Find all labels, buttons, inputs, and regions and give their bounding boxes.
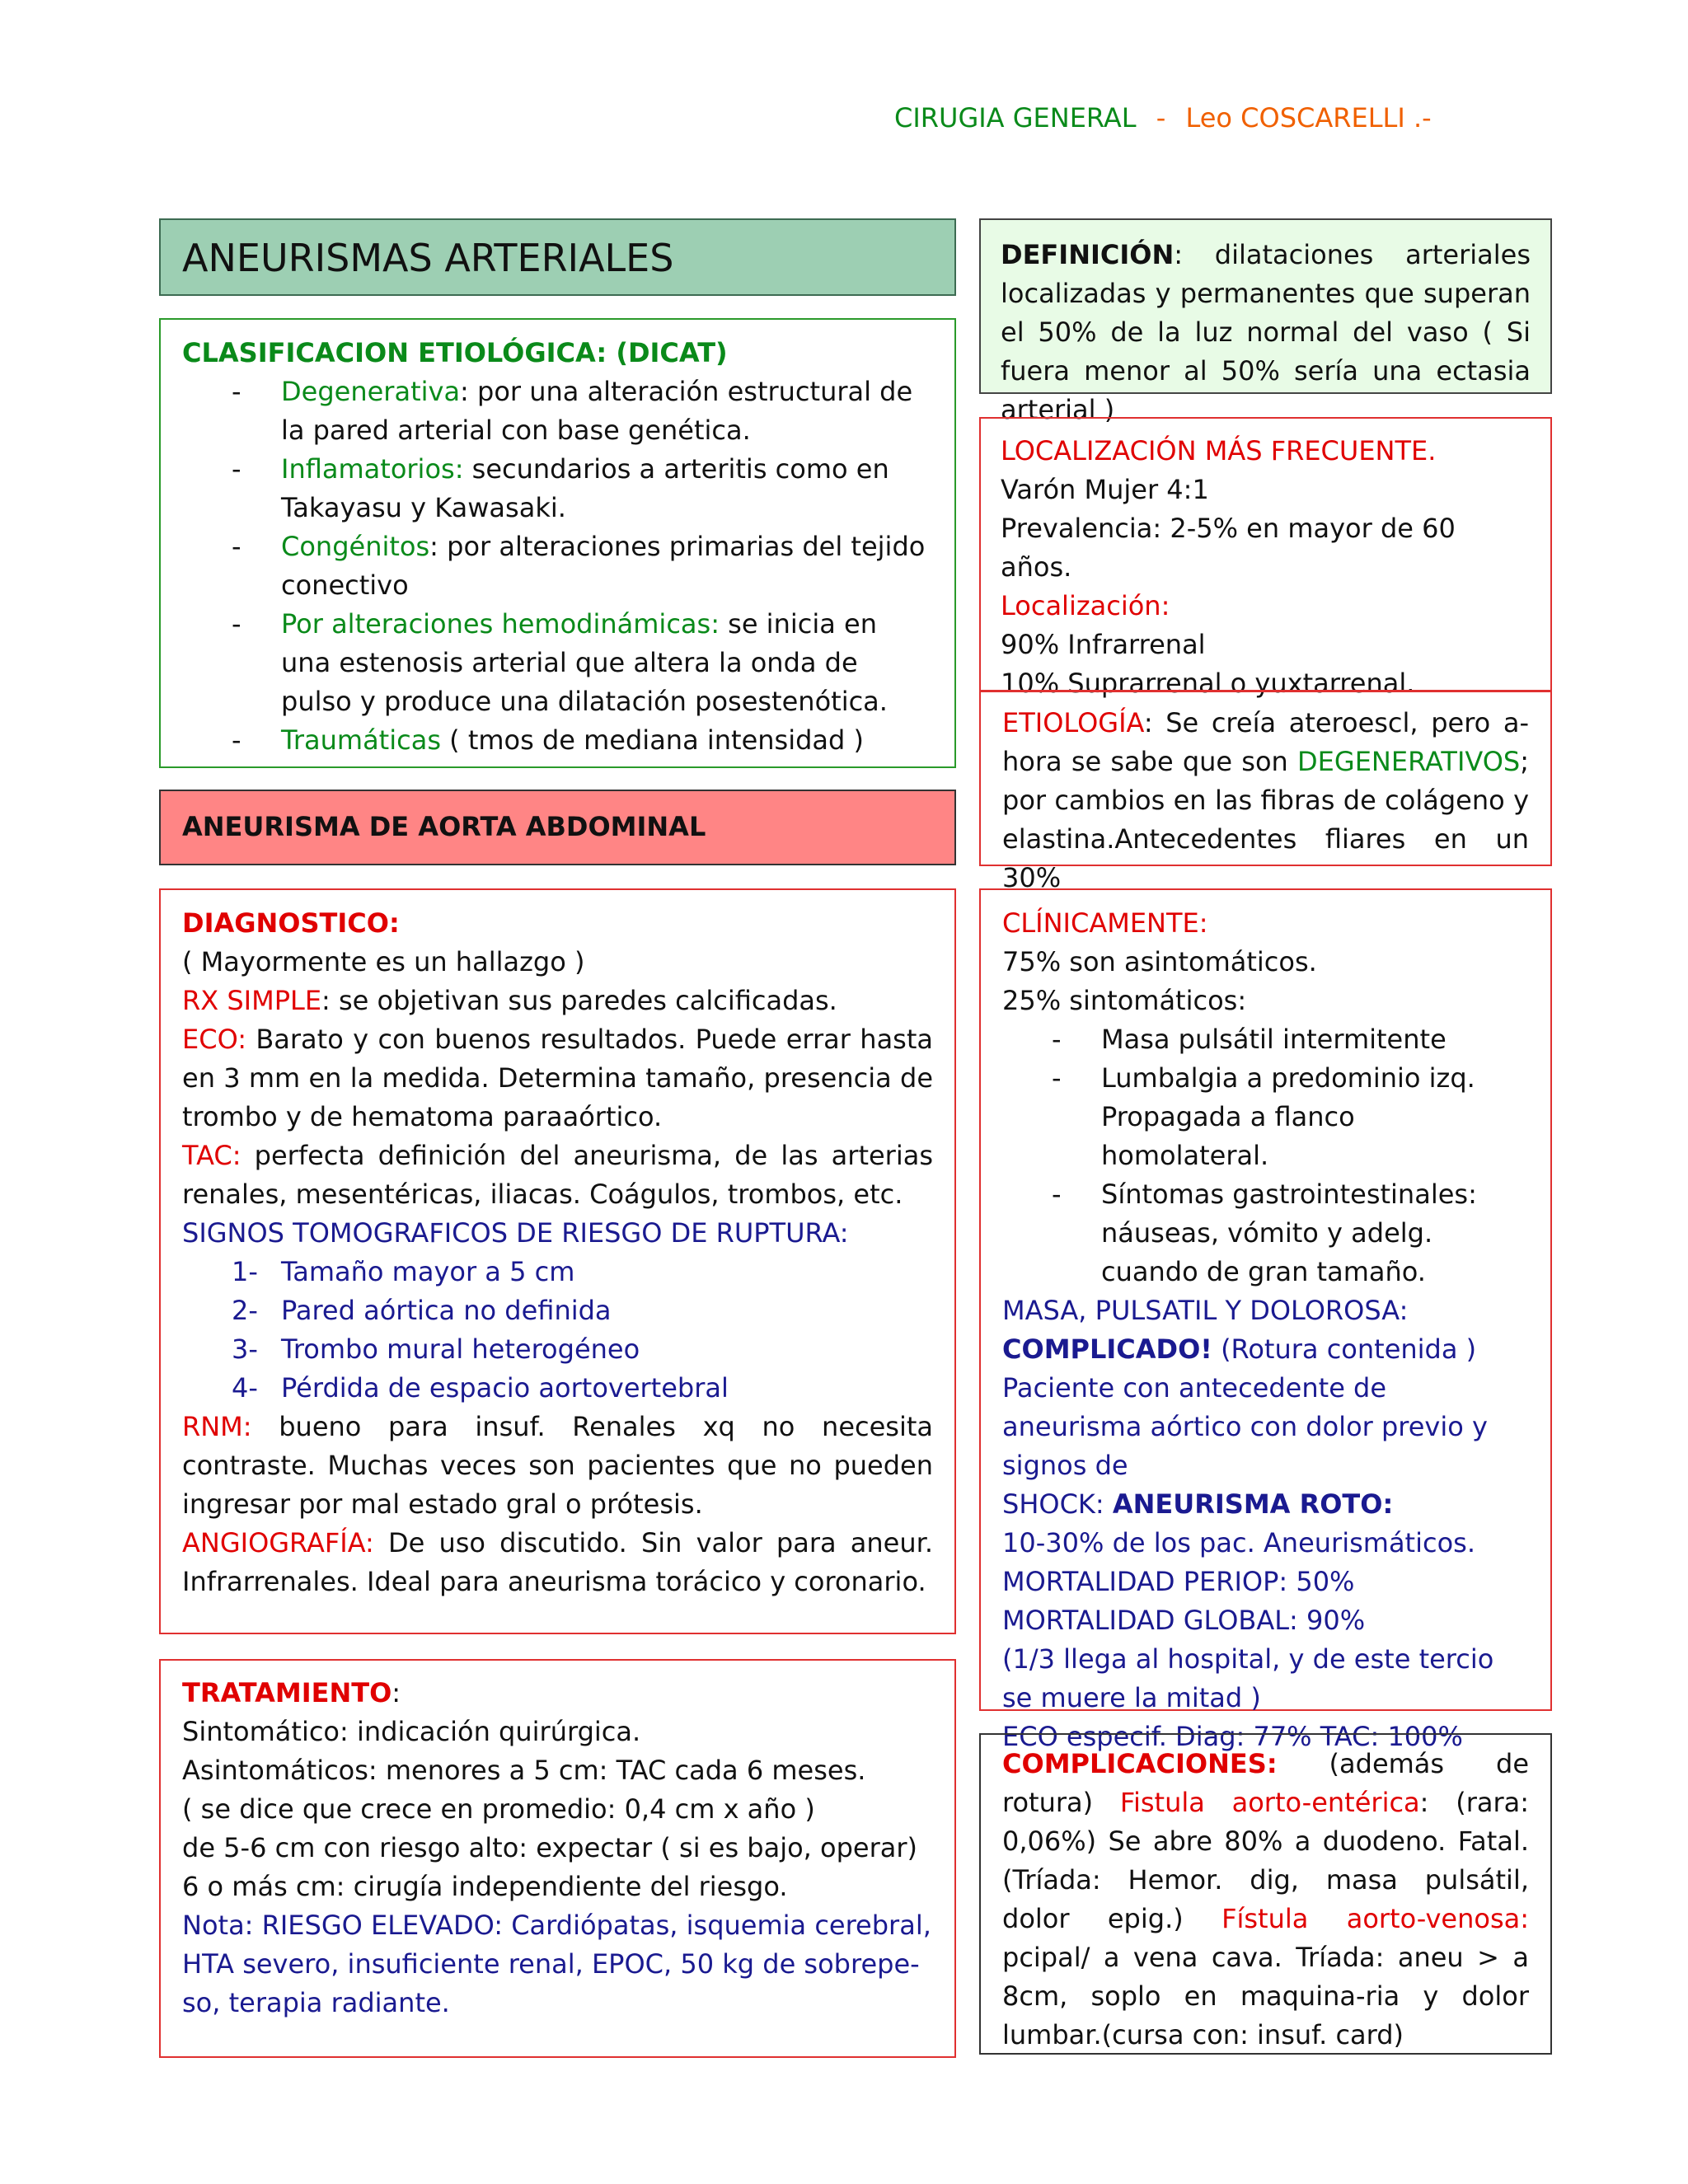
tratamiento-box xyxy=(159,1659,956,2058)
complicaciones-box: COMPLICACIONES: (además de rotura) Fistula aorto-entérica: (rara: 0,06%) Se abre 80% a duodeno. Fatal. (Tríada: Hemor. dig, masa pulsátil, dolor epig.) Fístula aorto-venosa: pcipal/ a vena cava. Tríada: aneu > a 8cm, soplo en maquina-ria y dolor lumbar.(cursa con: insuf. card) xyxy=(979,1733,1552,2055)
tratamiento-line: ( se dice que crece en promedio: 0,4 cm x año ) xyxy=(182,1793,815,1825)
etiologia-box: ETIOLOGÍA: Se creía ateroescl, pero a-hora se sabe que son DEGENERATIVOS; por cambios en las fibras de colágeno y elastina.Antecedentes fliares en un 30% xyxy=(979,691,1552,866)
clinica-line: 25% sintomáticos: xyxy=(1002,985,1247,1016)
localizacion-border xyxy=(979,417,1552,691)
clinica-stat: ECO especif. Diag: 77% TAC: 100% xyxy=(1002,1721,1463,1752)
clinica-stat: 10-30% de los pac. Aneurismáticos. xyxy=(1002,1527,1475,1558)
list-item: 2- Pared aórtica no definida xyxy=(232,1295,612,1326)
localizacion-line: 90% Infrarrenal xyxy=(1001,629,1206,660)
clinica-stat: MORTALIDAD GLOBAL: 90% xyxy=(1002,1605,1366,1636)
diagnostico-tac: TAC: perfecta definición del aneurisma, de las arterias renales, mesentéricas, iliacas. Coágulos, trombos, etc. xyxy=(182,1140,933,1210)
clinica-line: 75% son asintomáticos. xyxy=(1002,946,1317,977)
clinica-masa: MASA, PULSATIL Y DOLOROSA: xyxy=(1002,1295,1409,1326)
clasificacion-box xyxy=(159,318,956,768)
signos-title: SIGNOS TOMOGRAFICOS DE RIESGO DE RUPTURA: xyxy=(182,1217,849,1249)
localizacion-title: LOCALIZACIÓN MÁS FRECUENTE. xyxy=(1001,435,1437,466)
diagnostico-rx: RX SIMPLE: se objetivan sus paredes calcificadas. xyxy=(182,985,837,1016)
tratamiento-line: 6 o más cm: cirugía independiente del riesgo. xyxy=(182,1871,788,1902)
localizacion-line: Prevalencia: 2-5% en mayor de 60 años. xyxy=(1001,513,1456,583)
tratamiento-line: de 5-6 cm con riesgo alto: expectar ( si es bajo, operar) xyxy=(182,1832,917,1863)
etiologia-label: ETIOLOGÍA xyxy=(1002,707,1144,738)
fistula-venosa-label: Fístula aorto-venosa: xyxy=(1221,1903,1529,1934)
clinica-shock: SHOCK: ANEURISMA ROTO: xyxy=(1002,1488,1394,1520)
list-item: - Degenerativa: por una alteración estructural de la pared arterial con base genética. xyxy=(182,373,933,450)
definicion-text: : dilataciones arteriales localizadas y permanentes que superan el 50% de la luz normal del vaso ( Si fuera menor al 50% sería una ectasia arterial ) xyxy=(1001,239,1531,425)
definicion-label: DEFINICIÓN xyxy=(1001,239,1175,270)
title-box xyxy=(159,218,956,296)
list-item: 3- Trombo mural heterogéneo xyxy=(232,1333,640,1365)
tratamiento-nota: Nota: RIESGO ELEVADO: Cardiópatas, isquemia cerebral, HTA severo, insuficiente renal, EPOC, 50 kg de sobrepe-so, terapia radiante. xyxy=(182,1910,931,2018)
localizacion-sub: Localización: xyxy=(1001,590,1170,621)
list-item: 1- Tamaño mayor a 5 cm xyxy=(232,1256,575,1287)
diagnostico-intro: ( Mayormente es un hallazgo ) xyxy=(182,946,585,977)
clinica-box xyxy=(979,888,1552,1752)
clinica-paciente: Paciente con antecedente de aneurisma aórtico con dolor previo y signos de xyxy=(1002,1372,1488,1481)
diagnostico-rnm: RNM: bueno para insuf. Renales xq no necesita contraste. Muchas veces son pacientes que no pueden ingresar por mal estado gral o prótesis. xyxy=(182,1411,933,1520)
definicion-box xyxy=(979,218,1552,425)
header-right: Leo COSCARELLI .- xyxy=(1185,102,1432,134)
list-item: - Por alteraciones hemodinámicas: se inicia en una estenosis arterial que altera la onda de pulso y produce una dilatación posestenótica. xyxy=(182,605,933,721)
diagnostico-eco: ECO: Barato y con buenos resultados. Puede errar hasta en 3 mm en la medida. Determina tamaño, presencia de trombo y de hematoma paraaórtico. xyxy=(182,1024,933,1132)
fistula-entérica-label: Fistula aorto-entérica xyxy=(1119,1787,1420,1818)
clinica-title: CLÍNICAMENTE: xyxy=(1002,907,1208,939)
diagnostico-angio: ANGIOGRAFÍA: De uso discutido. Sin valor para aneur. Infrarrenales. Ideal para aneurisma torácico y coronario. xyxy=(182,1527,933,1597)
list-item: - Lumbalgia a predominio izq. Propagada a flanco homolateral. xyxy=(1002,1059,1529,1175)
localizacion-line: Varón Mujer 4:1 xyxy=(1001,474,1209,505)
clinica-complicado: COMPLICADO! (Rotura contenida ) xyxy=(1002,1333,1477,1365)
list-item: - Congénitos: por alteraciones primarias del tejido conectivo xyxy=(182,527,933,605)
header-sep: - xyxy=(1156,102,1166,134)
complicaciones-title: COMPLICACIONES: xyxy=(1002,1748,1278,1779)
diagnostico-box xyxy=(159,888,956,1634)
list-item: 4- Pérdida de espacio aortovertebral xyxy=(232,1372,729,1404)
tratamiento-line: Sintomático: indicación quirúrgica. xyxy=(182,1716,641,1747)
clinica-stat: MORTALIDAD PERIOP: 50% xyxy=(1002,1566,1355,1597)
tratamiento-title: TRATAMIENTO: xyxy=(182,1677,401,1708)
aaa-title-box xyxy=(159,790,956,865)
list-item: - Masa pulsátil intermitente xyxy=(1002,1020,1529,1059)
header-left: CIRUGIA GENERAL xyxy=(894,102,1137,134)
clasificacion-title: CLASIFICACION ETIOLÓGICA: (DICAT) xyxy=(182,337,728,368)
diagnostico-title: DIAGNOSTICO: xyxy=(182,907,400,939)
localizacion-line: 10% Suprarrenal o yuxtarrenal. xyxy=(1001,668,1415,699)
list-item: - Traumáticas ( tmos de mediana intensidad ) xyxy=(182,721,933,760)
etiologia-highlight: DEGENERATIVOS xyxy=(1297,746,1521,777)
aaa-title: ANEURISMA DE AORTA ABDOMINAL xyxy=(182,811,706,842)
page-title: ANEURISMAS ARTERIALES xyxy=(182,236,674,280)
tratamiento-line: Asintomáticos: menores a 5 cm: TAC cada 6 meses. xyxy=(182,1755,866,1786)
list-item: - Síntomas gastrointestinales: náuseas, vómito y adelg. cuando de gran tamaño. xyxy=(1002,1175,1529,1291)
page-header xyxy=(894,99,1471,138)
list-item: - Inflamatorios: secundarios a arteritis como en Takayasu y Kawasaki. xyxy=(182,450,933,527)
clinica-stat: (1/3 llega al hospital, y de este tercio se muere la mitad ) xyxy=(1002,1643,1494,1713)
